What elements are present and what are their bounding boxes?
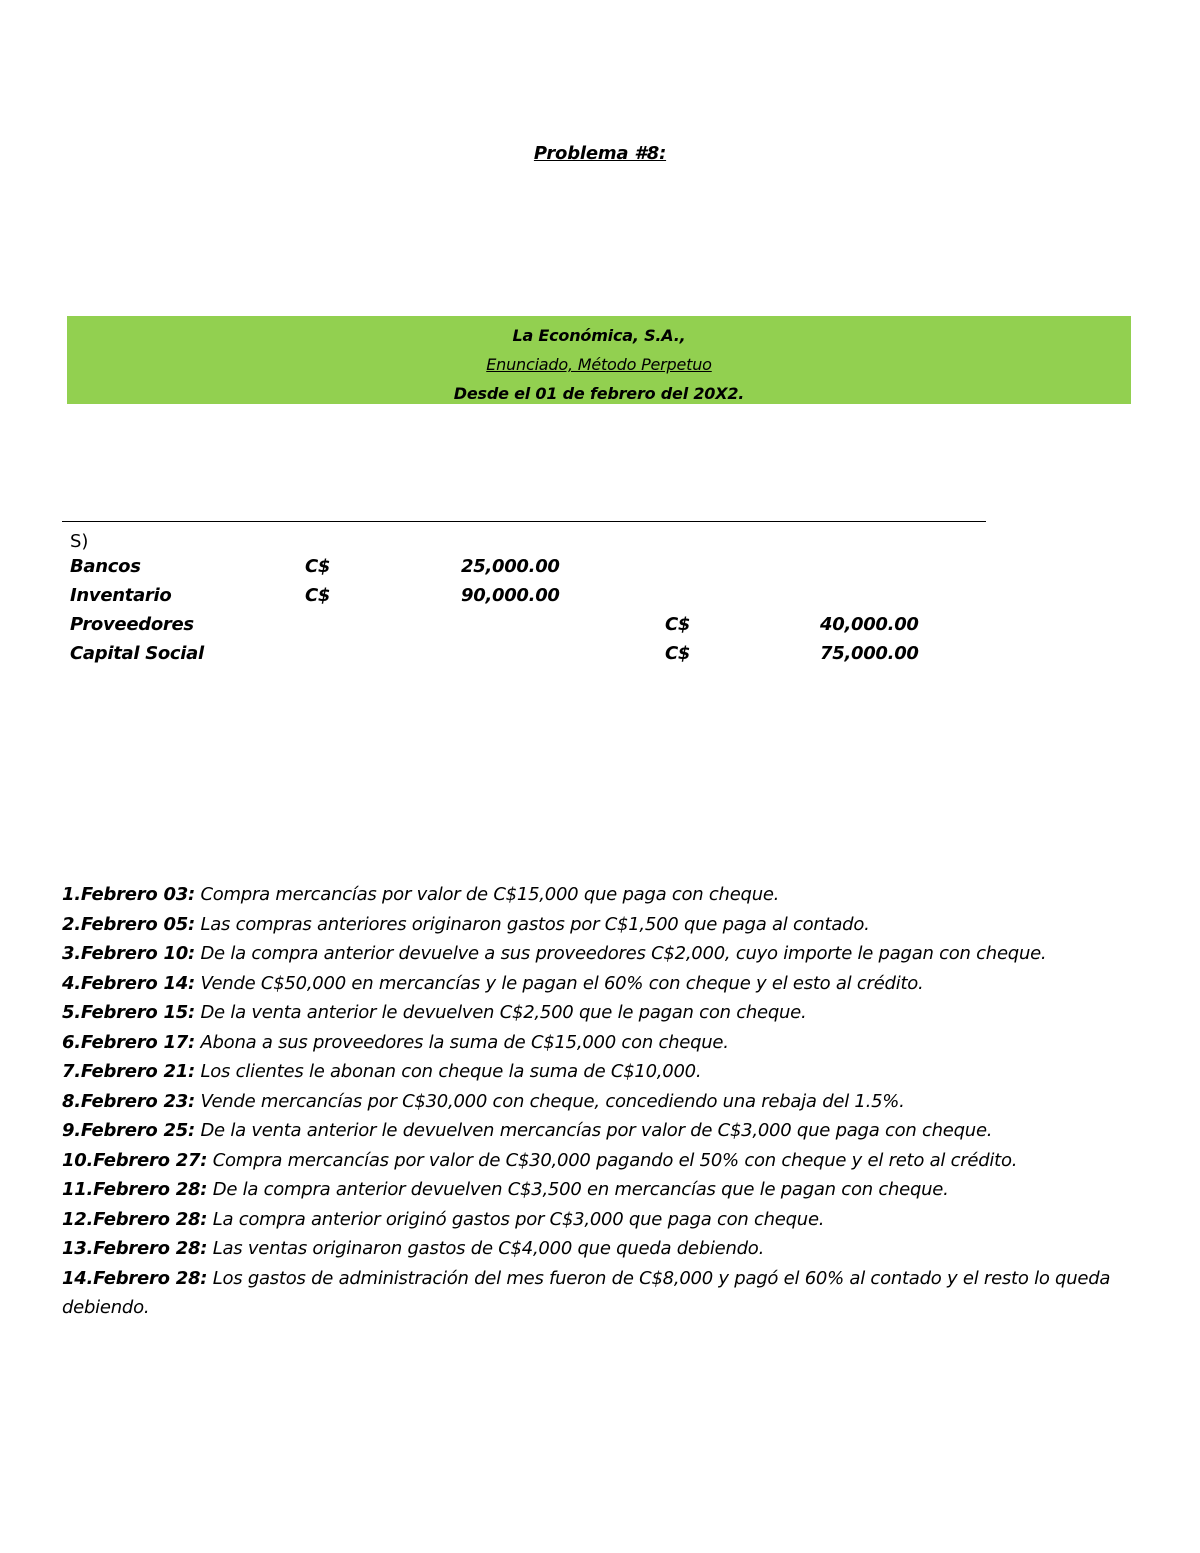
transaction-text: De la venta anterior le devuelven C$2,500 que le pagan con cheque. (194, 1002, 807, 1023)
transaction-number: 5. (62, 1002, 81, 1023)
balances-label: S) (70, 531, 89, 552)
transaction-date: Febrero 28: (93, 1208, 208, 1230)
transaction-number: 9. (62, 1120, 81, 1141)
transaction-item (62, 1057, 1122, 1087)
statement-date: Desde el 01 de febrero del 20X2. (453, 384, 745, 403)
transaction-date: Febrero 25: (80, 1120, 195, 1141)
transaction-text: De la compra anterior devuelve a sus proveedores C$2,000, cuyo importe le pagan con cheque. (194, 943, 1047, 964)
transaction-item (62, 910, 1122, 940)
credit-amount: 40,000.00 (820, 614, 919, 635)
transaction-number: 7. (62, 1061, 81, 1082)
transaction-item (62, 1205, 1122, 1235)
transaction-item (62, 1087, 1122, 1117)
transaction-number: 10. (62, 1149, 94, 1171)
transaction-text: Abona a sus proveedores la suma de C$15,000 con cheque. (194, 1031, 729, 1053)
transaction-text: Compra mercancías por valor de C$30,000 pagando el 50% con cheque y el reto al crédito. (207, 1149, 1018, 1171)
debit-currency: C$ (305, 556, 331, 577)
transaction-number: 3. (62, 943, 81, 964)
transaction-number: 11. (62, 1179, 94, 1200)
transaction-item (62, 1175, 1122, 1205)
account-name: Inventario (70, 585, 172, 606)
account-name: Bancos (70, 556, 141, 577)
transaction-item (62, 939, 1122, 969)
transaction-text: Vende mercancías por C$30,000 con cheque, concediendo una rebaja del 1.5%. (194, 1090, 905, 1112)
transaction-text: Vende C$50,000 en mercancías y le pagan el 60% con cheque y el esto al crédito. (194, 972, 924, 994)
transaction-item (62, 998, 1122, 1028)
balance-row-inventario (0, 581, 1200, 610)
transaction-date: Febrero 23: (80, 1090, 195, 1112)
transaction-number: 12. (62, 1208, 94, 1230)
transaction-date: Febrero 28: (93, 1238, 208, 1259)
transaction-number: 6. (62, 1031, 81, 1053)
transaction-date: Febrero 10: (80, 943, 195, 964)
credit-currency: C$ (665, 614, 691, 635)
transaction-date: Febrero 05: (80, 913, 195, 935)
transaction-number: 4. (62, 972, 81, 994)
transaction-text: De la compra anterior devuelven C$3,500 en mercancías que le pagan con cheque. (207, 1179, 949, 1200)
transaction-item (62, 969, 1122, 999)
divider-line (62, 521, 986, 522)
transaction-text: Los clientes le abonan con cheque la suma de C$10,000. (194, 1061, 702, 1082)
transaction-item (62, 1234, 1122, 1264)
account-name: Proveedores (70, 614, 194, 635)
transaction-number: 2. (62, 913, 81, 935)
balance-row-capital-social (0, 639, 1200, 668)
transaction-text: Las compras anteriores originaron gastos por C$1,500 que paga al contado. (194, 913, 870, 935)
transaction-number: 14. (62, 1267, 94, 1289)
transaction-item (62, 1146, 1122, 1176)
transaction-date: Febrero 15: (80, 1002, 195, 1023)
transaction-item (62, 1264, 1122, 1323)
transaction-text: Los gastos de administración del mes fueron de C$8,000 y pagó el 60% al contado y el resto lo queda debiendo. (62, 1267, 1111, 1318)
transaction-text: Las ventas originaron gastos de C$4,000 que queda debiendo. (207, 1238, 765, 1259)
transaction-number: 8. (62, 1090, 81, 1112)
transaction-text: Compra mercancías por valor de C$15,000 que paga con cheque. (194, 884, 780, 905)
transaction-text: La compra anterior originó gastos por C$3,000 que paga con cheque. (207, 1208, 825, 1230)
account-name: Capital Social (70, 643, 204, 664)
balance-row-proveedores (0, 610, 1200, 639)
credit-currency: C$ (665, 643, 691, 664)
header-banner (67, 316, 1131, 404)
statement-subtitle: Enunciado, Método Perpetuo (486, 355, 712, 374)
balance-row-bancos (0, 552, 1200, 581)
transaction-list (62, 880, 1122, 1323)
transaction-text: De la venta anterior le devuelven mercancías por valor de C$3,000 que paga con cheque. (194, 1120, 993, 1141)
debit-currency: C$ (305, 585, 331, 606)
debit-amount: 90,000.00 (461, 585, 560, 606)
transaction-number: 13. (62, 1238, 94, 1259)
transaction-date: Febrero 21: (80, 1061, 195, 1082)
company-name: La Económica, S.A., (512, 326, 686, 345)
transaction-date: Febrero 28: (93, 1179, 208, 1200)
transaction-item (62, 880, 1122, 910)
transaction-item (62, 1028, 1122, 1058)
transaction-date: Febrero 28: (93, 1267, 208, 1289)
problem-title: Problema #8: (533, 143, 667, 164)
transaction-number: 1. (62, 884, 81, 905)
credit-amount: 75,000.00 (820, 643, 919, 664)
transaction-item (62, 1116, 1122, 1146)
transaction-date: Febrero 14: (80, 972, 195, 994)
transaction-date: Febrero 27: (93, 1149, 208, 1171)
debit-amount: 25,000.00 (461, 556, 560, 577)
transaction-date: Febrero 17: (80, 1031, 195, 1053)
transaction-date: Febrero 03: (80, 884, 195, 905)
